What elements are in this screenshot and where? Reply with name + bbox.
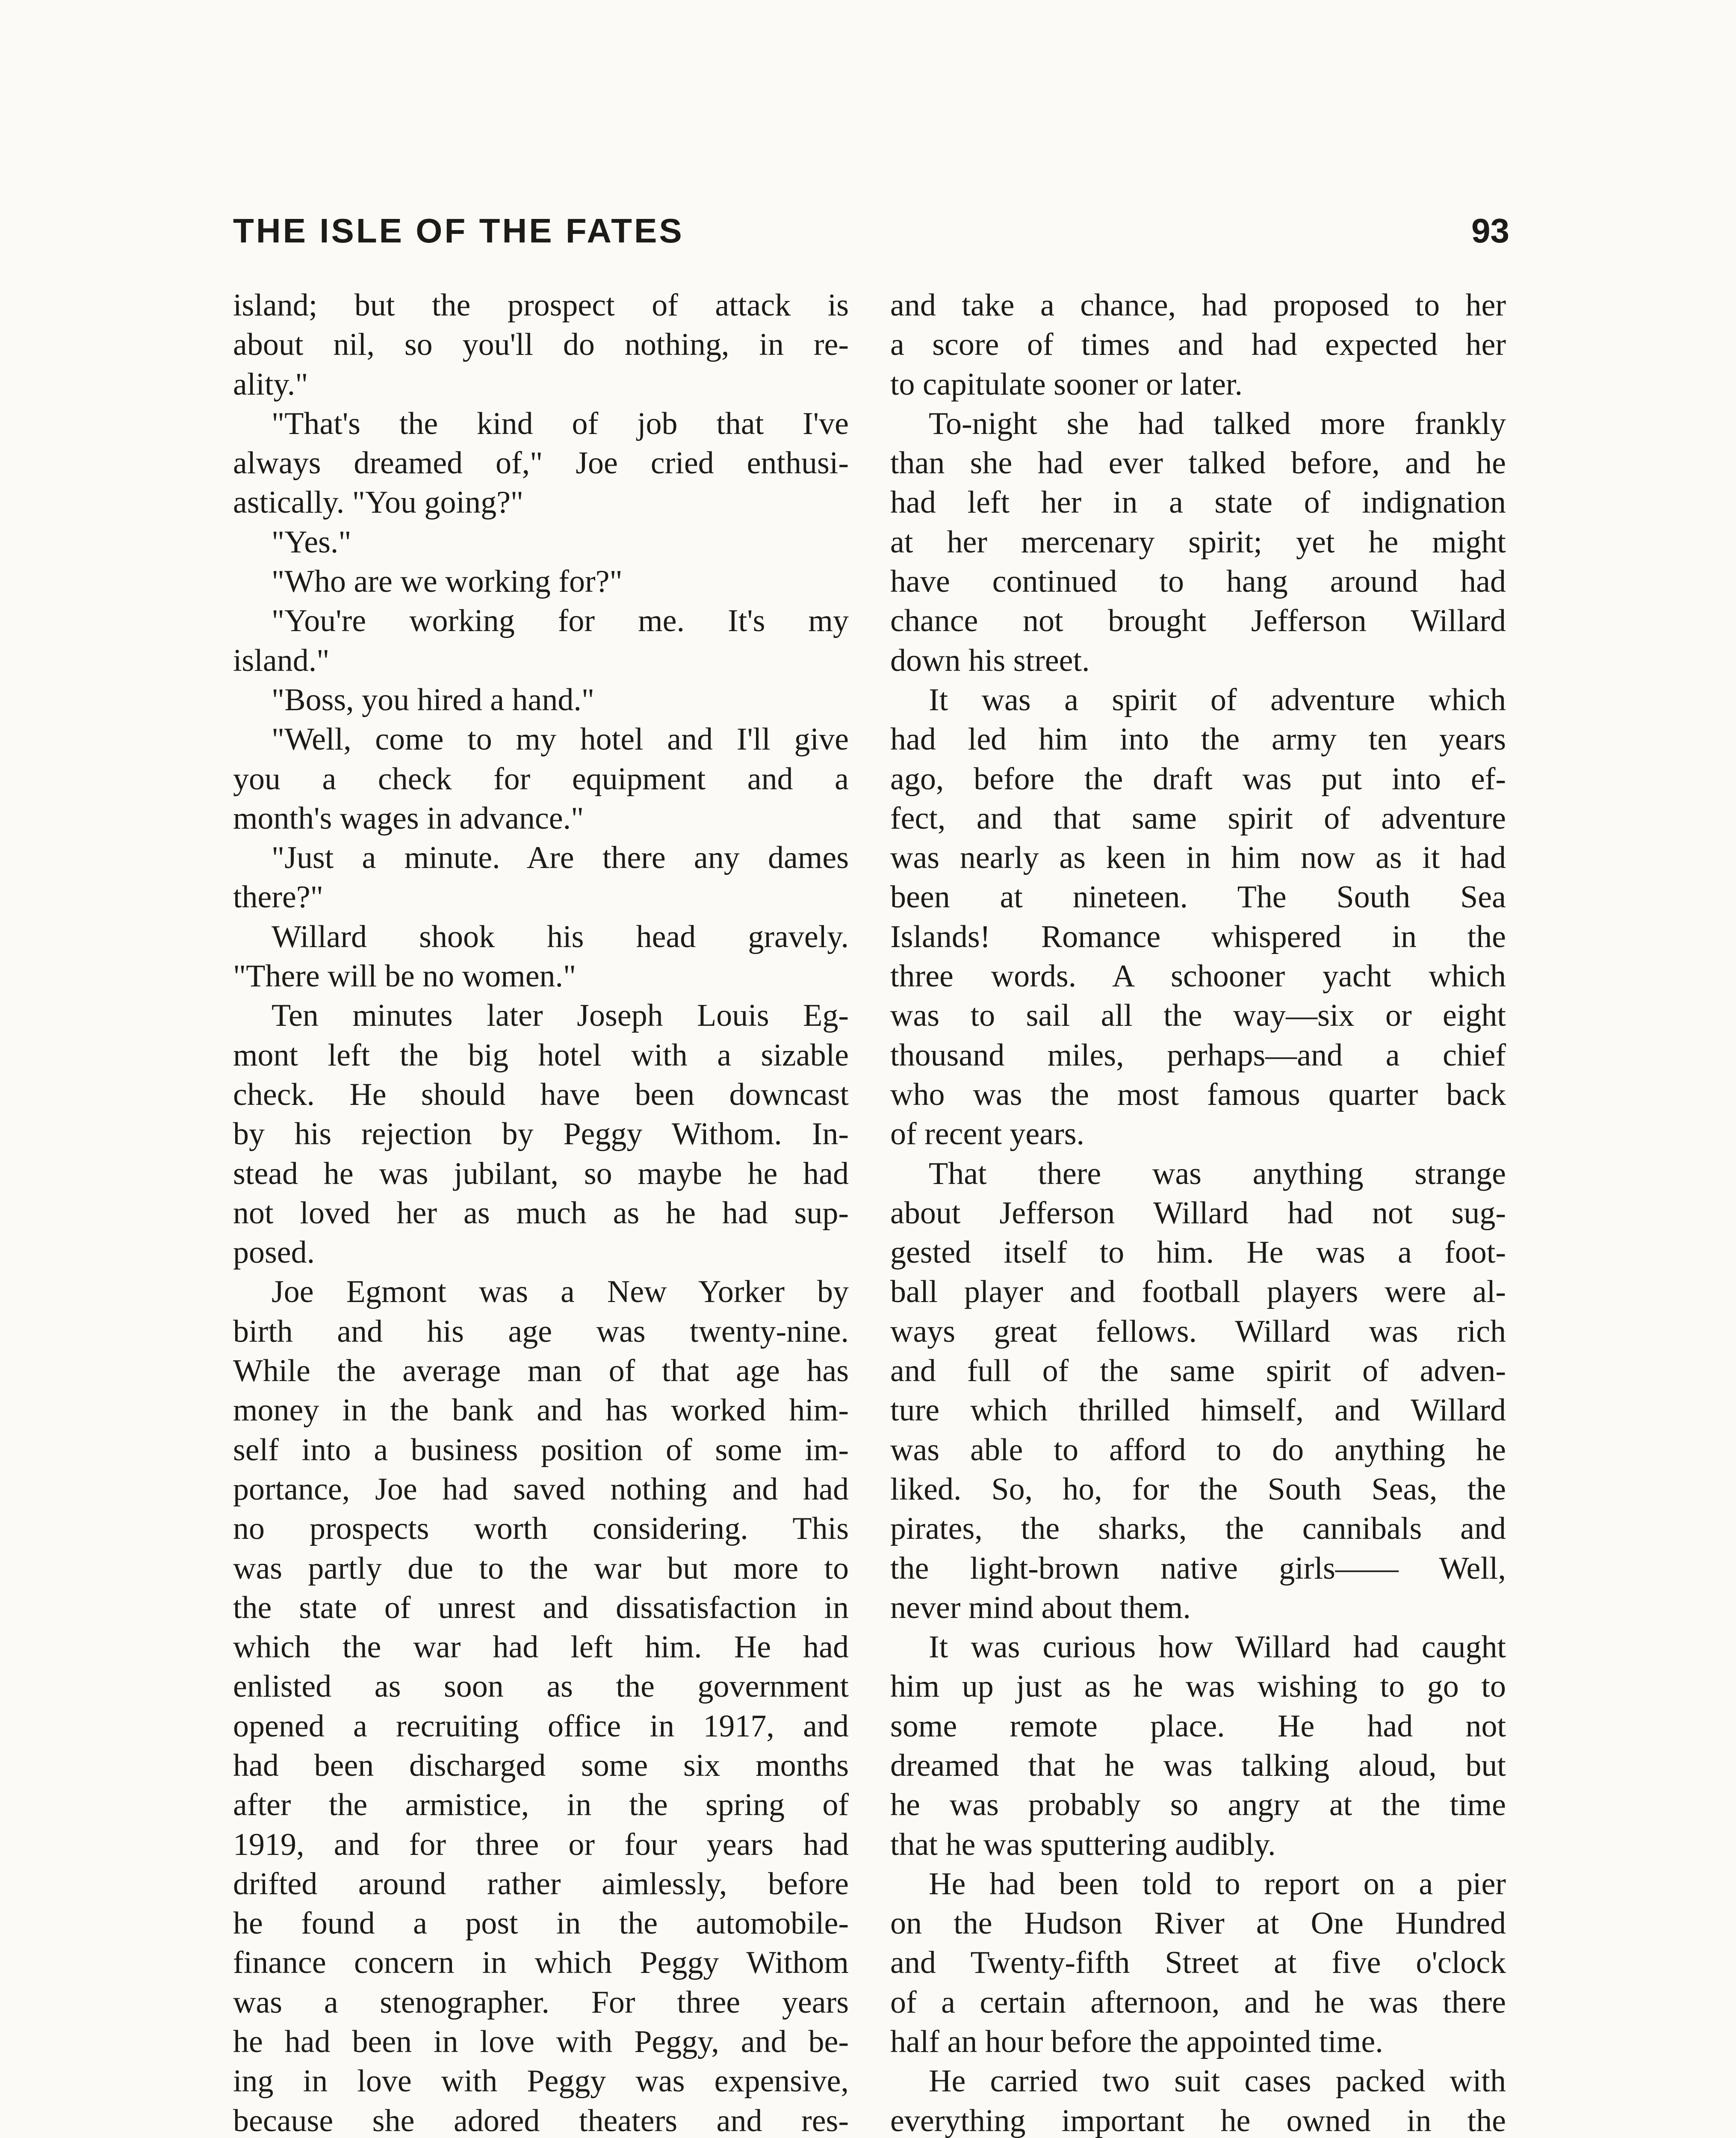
text-line: about Jefferson Willard had not sug-: [890, 1195, 1506, 1231]
text-line: that he was sputtering audibly.: [890, 1827, 1276, 1862]
left-paragraph: [233, 404, 849, 523]
text-line: three words. A schooner yacht which: [890, 959, 1506, 994]
text-line: "Well, come to my hotel and I'll give: [272, 722, 849, 757]
text-line: Islands! Romance whispered in the: [890, 919, 1506, 954]
text-line: had left her in a state of indignation: [890, 485, 1506, 520]
text-line: him up just as he was wishing to go to: [890, 1669, 1506, 1704]
text-line: of a certain afternoon, and he was there: [890, 1984, 1506, 2020]
left-paragraph: [233, 286, 849, 404]
text-line: you a check for equipment and a: [233, 761, 849, 797]
text-line: ture which thrilled himself, and Willard: [890, 1393, 1506, 1428]
text-line: "There will be no women.": [233, 959, 576, 994]
text-line: opened a recruiting office in 1917, and: [233, 1708, 849, 1744]
text-line: He had been told to report on a pier: [929, 1866, 1506, 1902]
text-line: enlisted as soon as the government: [233, 1669, 849, 1704]
text-line: had led him into the army ten years: [890, 722, 1506, 757]
text-line: a score of times and had expected her: [890, 327, 1506, 363]
text-line: some remote place. He had not: [890, 1708, 1506, 1744]
text-line: was able to afford to do anything he: [890, 1432, 1506, 1468]
text-line: no prospects worth considering. This: [233, 1511, 849, 1547]
text-line: To-night she had talked more frankly: [929, 406, 1506, 441]
left-paragraph: [233, 523, 849, 562]
right-paragraph: [890, 404, 1506, 680]
text-line: of recent years.: [890, 1116, 1085, 1152]
left-paragraph: [233, 917, 849, 996]
text-line: ago, before the draft was put into ef-: [890, 761, 1506, 797]
text-line: astically. "You going?": [233, 485, 524, 520]
text-line: fect, and that same spirit of adventure: [890, 800, 1506, 836]
text-line: half an hour before the appointed time.: [890, 2024, 1383, 2060]
text-line: chance not brought Jefferson Willard: [890, 603, 1506, 639]
text-line: by his rejection by Peggy Withom. In-: [233, 1116, 849, 1152]
text-line: mont left the big hotel with a sizable: [233, 1037, 849, 1073]
text-line: which the war had left him. He had: [233, 1630, 849, 1665]
text-line: island.": [233, 643, 330, 678]
text-line: he had been in love with Peggy, and be-: [233, 2024, 849, 2060]
text-line: stead he was jubilant, so maybe he had: [233, 1156, 849, 1191]
text-line: "Just a minute. Are there any dames: [272, 840, 849, 876]
text-line: was nearly as keen in him now as it had: [890, 840, 1506, 876]
right-paragraph: [890, 1154, 1506, 1628]
text-line: gested itself to him. He was a foot-: [890, 1235, 1506, 1270]
text-line: money in the bank and has worked him-: [233, 1393, 849, 1428]
left-paragraph: [233, 601, 849, 680]
text-line: ality.": [233, 366, 308, 402]
page-number: 93: [1471, 212, 1509, 250]
text-line: he found a post in the automobile-: [233, 1906, 849, 1941]
right-paragraph: [890, 1627, 1506, 1864]
left-text-column: [233, 286, 849, 2138]
text-line: ing in love with Peggy was expensive,: [233, 2064, 849, 2099]
text-line: ways great fellows. Willard was rich: [890, 1314, 1506, 1349]
text-line: While the average man of that age has: [233, 1353, 849, 1389]
text-line: after the armistice, in the spring of: [233, 1787, 849, 1823]
text-line: island; but the prospect of attack is: [233, 288, 849, 323]
text-line: That there was anything strange: [929, 1156, 1506, 1191]
right-paragraph: [890, 680, 1506, 1154]
text-line: about nil, so you'll do nothing, in re-: [233, 327, 849, 363]
text-line: down his street.: [890, 643, 1090, 678]
text-line: drifted around rather aimlessly, before: [233, 1866, 849, 1902]
text-line: thousand miles, perhaps—and a chief: [890, 1037, 1506, 1073]
text-line: was a stenographer. For three years: [233, 1984, 849, 2020]
text-line: because she adored theaters and res-: [233, 2103, 849, 2138]
text-line: been at nineteen. The South Sea: [890, 880, 1506, 915]
right-text-column: [890, 286, 1506, 2138]
text-line: Ten minutes later Joseph Louis Eg-: [272, 998, 849, 1034]
text-line: there?": [233, 880, 323, 915]
text-line: than she had ever talked before, and he: [890, 446, 1506, 481]
text-line: not loved her as much as he had sup-: [233, 1195, 849, 1231]
text-line: posed.: [233, 1235, 315, 1270]
text-line: He carried two suit cases packed with: [929, 2064, 1506, 2099]
text-line: ball player and football players were al-: [890, 1274, 1506, 1310]
text-line: month's wages in advance.": [233, 800, 584, 836]
right-paragraph: [890, 2061, 1506, 2138]
text-line: was to sail all the way—six or eight: [890, 998, 1506, 1034]
text-line: was partly due to the war but more to: [233, 1550, 849, 1586]
text-line: birth and his age was twenty-nine.: [233, 1314, 849, 1349]
text-line: the state of unrest and dissatisfaction in: [233, 1590, 849, 1625]
text-line: portance, Joe had saved nothing and had: [233, 1471, 849, 1507]
left-paragraph: [233, 562, 849, 601]
text-line: "That's the kind of job that I've: [272, 406, 849, 441]
text-line: "Who are we working for?": [272, 564, 623, 599]
text-line: It was a spirit of adventure which: [929, 682, 1506, 718]
text-line: at her mercenary spirit; yet he might: [890, 524, 1506, 560]
left-paragraph: [233, 720, 849, 838]
text-line: dreamed that he was talking aloud, but: [890, 1748, 1506, 1783]
text-line: self into a business position of some im-: [233, 1432, 849, 1468]
text-line: have continued to hang around had: [890, 564, 1506, 599]
text-line: and Twenty-fifth Street at five o'clock: [890, 1945, 1506, 1981]
right-paragraph: [890, 1864, 1506, 2061]
text-line: who was the most famous quarter back: [890, 1077, 1506, 1112]
text-line: It was curious how Willard had caught: [929, 1630, 1506, 1665]
text-line: and take a chance, had proposed to her: [890, 288, 1506, 323]
text-line: pirates, the sharks, the cannibals and: [890, 1511, 1506, 1547]
right-paragraph: [890, 286, 1506, 404]
text-line: liked. So, ho, for the South Seas, the: [890, 1471, 1506, 1507]
left-paragraph: [233, 680, 849, 720]
text-line: check. He should have been downcast: [233, 1077, 849, 1112]
text-line: "Boss, you hired a hand.": [272, 682, 595, 718]
text-line: "Yes.": [272, 524, 351, 560]
text-line: to capitulate sooner or later.: [890, 366, 1243, 402]
text-line: "You're working for me. It's my: [272, 603, 849, 639]
text-line: finance concern in which Peggy Withom: [233, 1945, 849, 1981]
text-line: Joe Egmont was a New Yorker by: [272, 1274, 849, 1310]
left-paragraph: [233, 996, 849, 1272]
text-line: everything important he owned in the: [890, 2103, 1506, 2138]
text-line: had been discharged some six months: [233, 1748, 849, 1783]
text-line: always dreamed of," Joe cried enthusi-: [233, 446, 849, 481]
text-line: Willard shook his head gravely.: [272, 919, 849, 954]
text-line: and full of the same spirit of adven-: [890, 1353, 1506, 1389]
left-paragraph: [233, 838, 849, 917]
text-line: 1919, and for three or four years had: [233, 1827, 849, 1862]
running-title: THE ISLE OF THE FATES: [233, 212, 684, 250]
text-line: he was probably so angry at the time: [890, 1787, 1506, 1823]
left-paragraph: [233, 1272, 849, 2138]
text-line: the light-brown native girls—— Well,: [890, 1550, 1506, 1586]
text-line: never mind about them.: [890, 1590, 1191, 1625]
text-line: on the Hudson River at One Hundred: [890, 1906, 1506, 1941]
